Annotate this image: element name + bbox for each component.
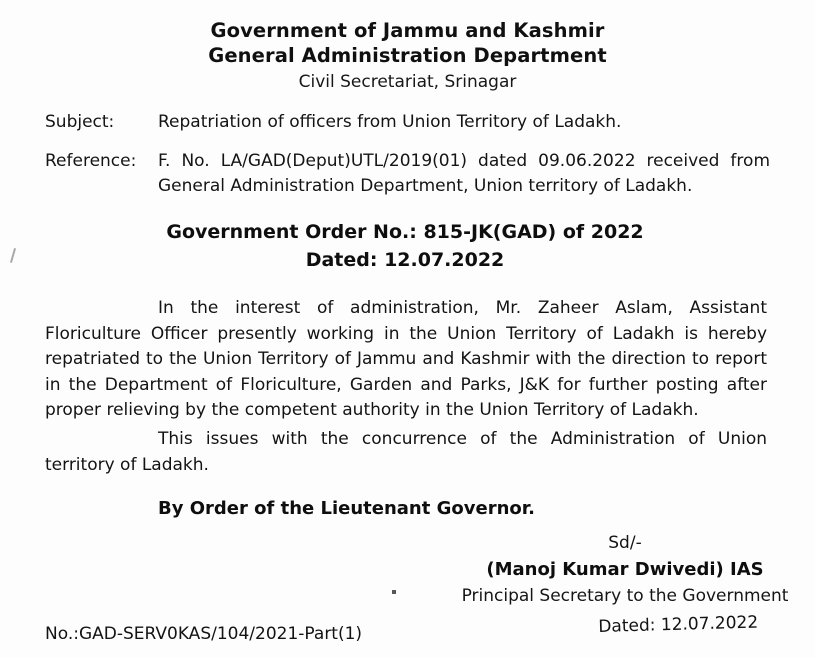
subject-value: Repatriation of officers from Union Territory of Ladakh. [158, 112, 622, 132]
scan-speck [392, 590, 396, 594]
signatory-designation: Principal Secretary to the Government [461, 586, 789, 606]
subject-row [45, 110, 770, 135]
footer-date: Dated: 12.07.2022 [598, 612, 759, 637]
letterhead-government-line: Government of Jammu and Kashmir [210, 19, 605, 42]
authority-line: By Order of the Lieutenant Governor. [158, 498, 535, 519]
order-heading-block [95, 218, 715, 274]
subject-label: Subject: [45, 112, 115, 132]
reference-row [45, 149, 770, 199]
letterhead-department-line: General Administration Department [208, 44, 607, 67]
order-date: Dated: 12.07.2022 [305, 249, 505, 271]
footer-file-number: No.:GAD-SERV0KAS/104/2021-Part(1) [45, 624, 363, 644]
letterhead-address-line: Civil Secretariat, Srinagar [298, 72, 517, 92]
body-paragraph-main: In the interest of administration, Mr. Zaheer Aslam, Assistant Floriculture Officer presently working in the Union Territory of Ladakh is hereby repatriated to the Union Territory of Jammu and Kashmir with the direction to report in the Department of Floriculture, Garden and Parks, J&K for further posting after proper relieving by the competent authority in the Union Territory of Ladakh. [45, 298, 767, 420]
signature-block [430, 530, 815, 609]
margin-pen-mark [10, 248, 16, 263]
reference-value: F. No. LA/GAD(Deput)UTL/2019(01) dated 09.06.2022 received from General Administration Department, Union territory of Ladakh. [158, 151, 770, 196]
order-number: Government Order No.: 815-JK(GAD) of 2022 [166, 221, 644, 243]
letterhead [0, 18, 815, 94]
signatory-name: (Manoj Kumar Dwivedi) IAS [486, 559, 764, 580]
body-paragraph-concurrence: This issues with the concurrence of the Administration of Union territory of Ladakh. [45, 429, 767, 475]
reference-label: Reference: [45, 151, 137, 171]
signature-sd-mark: Sd/- [608, 533, 642, 553]
